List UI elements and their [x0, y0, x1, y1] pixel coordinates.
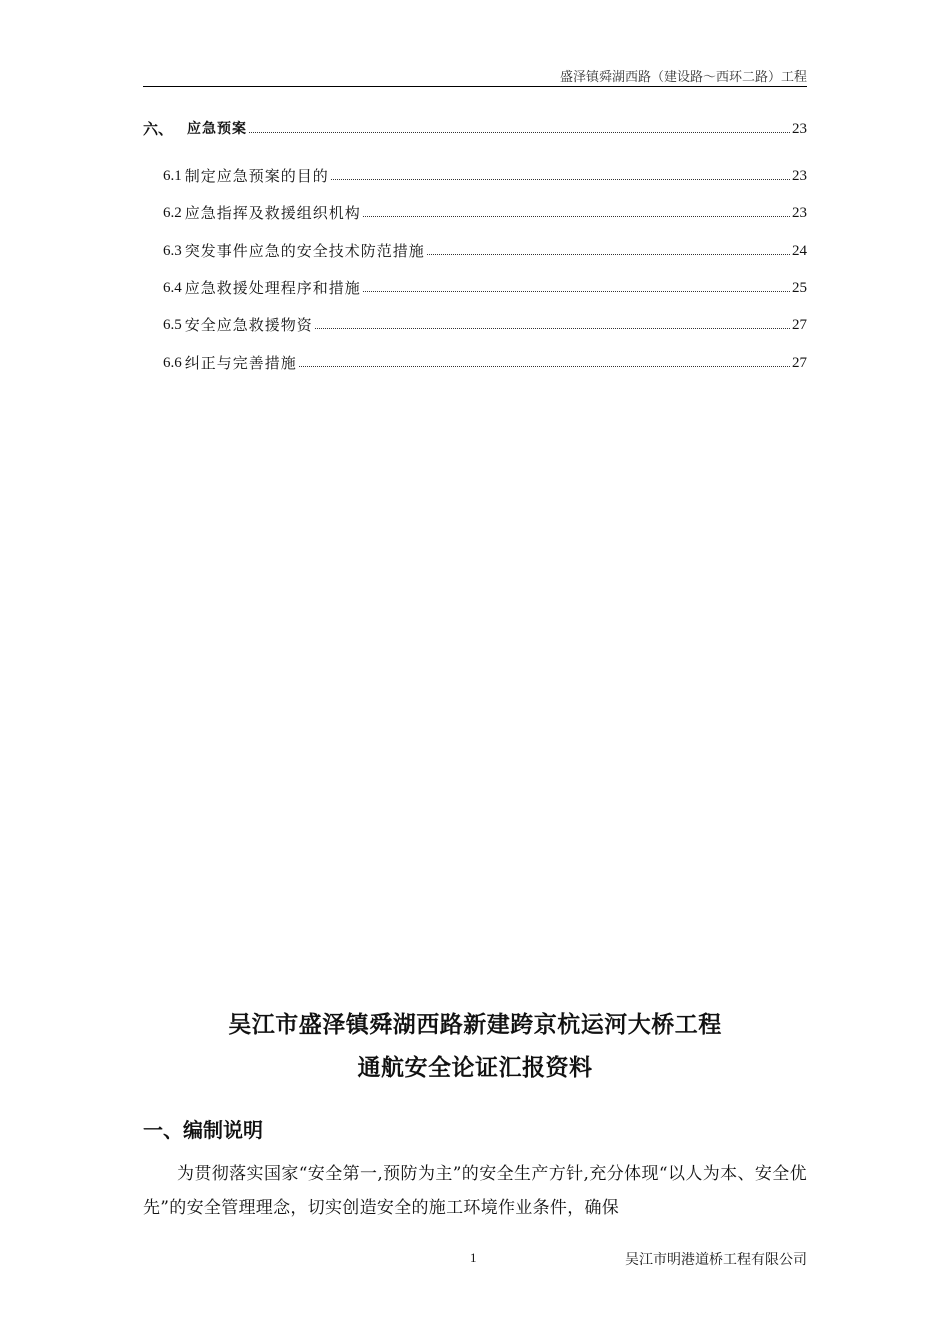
header-rule	[143, 86, 807, 87]
toc-section-6[interactable]	[143, 116, 807, 138]
toc-item-title: 制定应急预案的目的	[184, 167, 329, 185]
running-title: 盛泽镇舜湖西路（建设路～西环二路）工程	[559, 70, 807, 85]
toc-page-number: 27	[792, 317, 807, 333]
page-number: 1	[470, 1250, 477, 1265]
toc-leader	[363, 291, 790, 292]
toc-item-number: 6.5	[163, 317, 182, 333]
toc-leader	[315, 328, 790, 329]
toc-item-number: 6.3	[163, 243, 182, 259]
toc-item[interactable]	[143, 163, 807, 185]
toc-page-number: 23	[792, 121, 807, 137]
toc-item[interactable]	[143, 238, 807, 260]
toc-leader	[299, 366, 790, 367]
toc-page-number: 27	[792, 355, 807, 371]
toc-leader	[363, 216, 790, 217]
section-heading: 一、编制说明	[143, 1118, 263, 1142]
toc-section-title: 应急预案	[187, 121, 247, 137]
toc-leader	[249, 132, 790, 133]
toc-item-title: 应急救援处理程序和措施	[184, 279, 361, 297]
toc-item[interactable]	[143, 350, 807, 372]
toc-item-title: 突发事件应急的安全技术防范措施	[184, 242, 425, 260]
toc-item-title: 应急指挥及救援组织机构	[184, 204, 361, 222]
toc-item-number: 6.2	[163, 205, 182, 221]
toc-page-number: 25	[792, 280, 807, 296]
document-title-line2: 通航安全论证汇报资料	[357, 1055, 593, 1081]
toc-item-number: 6.4	[163, 280, 182, 296]
toc-item-title: 纠正与完善措施	[184, 354, 297, 372]
toc-leader	[331, 179, 790, 180]
toc-item[interactable]	[143, 200, 807, 222]
toc-item[interactable]	[143, 312, 807, 334]
body-paragraph: 为贯彻落实国家“安全第一,预防为主”的安全生产方针,充分体现“以人为本、安全优先”的安全管理理念，切实创造安全的施工环境作业条件，确保	[143, 1164, 807, 1218]
toc-page-number: 23	[792, 205, 807, 221]
document-title-line1: 吴江市盛泽镇舜湖西路新建跨京杭运河大桥工程	[228, 1012, 722, 1038]
company-name: 吴江市明港道桥工程有限公司	[625, 1252, 807, 1268]
toc-item-number: 6.6	[163, 355, 182, 371]
toc-item-title: 安全应急救援物资	[184, 316, 313, 334]
toc-item[interactable]	[143, 275, 807, 297]
toc-leader	[427, 254, 790, 255]
toc-page-number: 24	[792, 243, 807, 259]
toc-section-number: 六、	[143, 120, 174, 138]
toc-page-number: 23	[792, 168, 807, 184]
toc-item-number: 6.1	[163, 168, 182, 184]
